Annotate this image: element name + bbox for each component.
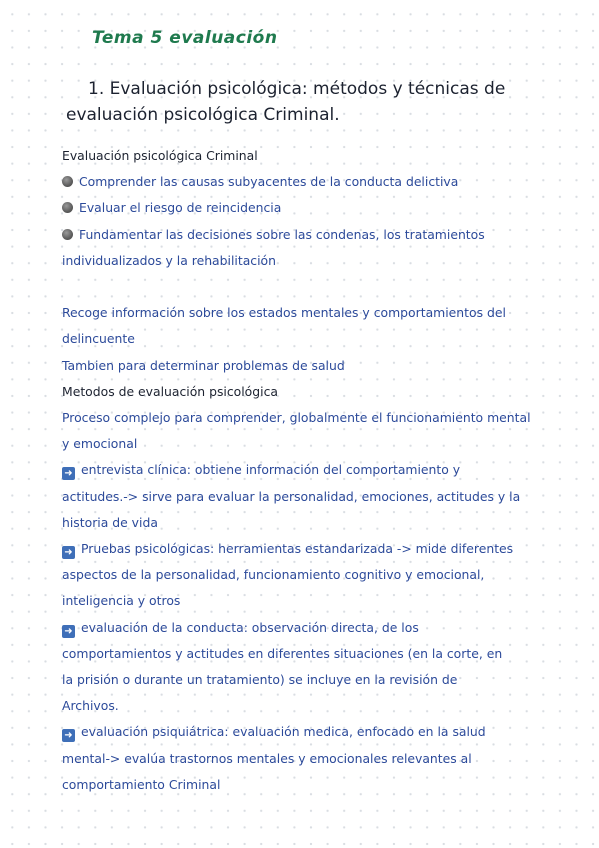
method-text: evaluación de la conducta: observación directa, de los	[81, 619, 419, 635]
method-text-continued: Archivos.	[62, 698, 119, 714]
note-body	[62, 143, 546, 798]
bullet-text: Fundamentar las decisiones sobre las condenas, los tratamientos	[79, 226, 485, 242]
bullet-item	[62, 195, 546, 221]
paragraph-line: delincuente	[62, 331, 135, 347]
method-text: evaluación psiquiátrica: evaluación medica, enfocado en la salud	[81, 724, 486, 740]
right-arrow-icon: ➜	[62, 546, 75, 559]
method-item	[62, 719, 546, 745]
bullet-item	[62, 169, 546, 195]
method-item	[62, 615, 546, 641]
heading-line-1: 1. Evaluación psicológica: métodos y técnicas de	[88, 79, 506, 99]
method-text-continued: historia de vida	[62, 514, 158, 530]
section-heading	[66, 76, 536, 128]
right-arrow-icon: ➜	[62, 467, 75, 480]
paragraph-line: Recoge información sobre los estados mentales y comportamientos del	[62, 305, 506, 321]
method-text-continued: aspectos de la personalidad, funcionamiento cognitivo y emocional,	[62, 567, 485, 583]
bullet-text: Comprender las causas subyacentes de la conducta delictiva	[79, 174, 459, 190]
bullet-text: Evaluar el riesgo de reincidencia	[79, 200, 282, 216]
paragraph-line: Proceso complejo para comprender, globalmente el funcionamiento mental	[62, 410, 531, 426]
grey-circle-bullet-icon	[62, 202, 73, 213]
subsection-label: Evaluación psicológica Criminal	[62, 148, 258, 163]
right-arrow-icon: ➜	[62, 625, 75, 638]
page-title: Tema 5 evaluación	[92, 28, 278, 48]
method-text-continued: actitudes.-> sirve para evaluar la personalidad, emociones, actitudes y la	[62, 488, 521, 504]
grey-circle-bullet-icon	[62, 229, 73, 240]
grey-circle-bullet-icon	[62, 176, 73, 187]
method-text: Pruebas psicológicas: herramientas estandarizada -> mide diferentes	[81, 541, 514, 557]
method-text-continued: comportamientos y actitudes en diferentes situaciones (en la corte, en	[62, 645, 503, 661]
method-item	[62, 536, 546, 562]
subsection-label: Metodos de evaluación psicológica	[62, 383, 278, 399]
right-arrow-icon: ➜	[62, 729, 75, 742]
method-item	[62, 457, 546, 483]
bullet-item	[62, 222, 546, 248]
paragraph-line: y emocional	[62, 436, 138, 452]
method-text-continued: la prisión o durante un tratamiento) se incluye en la revisión de	[62, 672, 458, 688]
method-text-continued: mental-> evalúa trastornos mentales y emocionales relevantes al	[62, 750, 472, 766]
bullet-text-continued: individualizados y la rehabilitación	[62, 252, 276, 268]
method-text-continued: comportamiento Criminal	[62, 776, 221, 792]
paragraph-line: Tambien para determinar problemas de salud	[62, 357, 345, 373]
method-text: entrevista clínica: obtiene información del comportamiento y	[81, 462, 461, 478]
method-text-continued: inteligencia y otros	[62, 593, 181, 609]
heading-line-2: evaluación psicológica Criminal.	[66, 105, 340, 125]
spacer	[62, 274, 546, 300]
